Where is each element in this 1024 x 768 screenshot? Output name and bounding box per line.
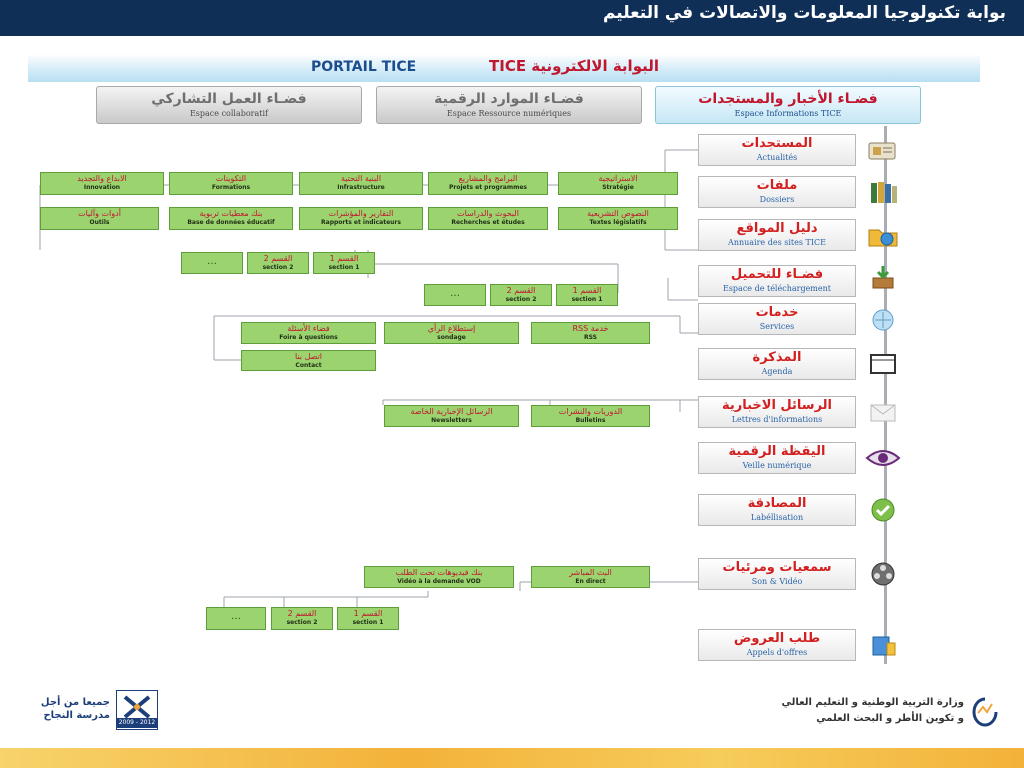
folders-icon[interactable] <box>863 178 903 206</box>
ministry-logo-icon <box>972 697 998 727</box>
box-en-direct[interactable] <box>531 566 650 588</box>
box-base-donnees-fr: Base de données éducatif <box>187 219 275 226</box>
menu-item-actualites-fr: Actualités <box>756 153 798 162</box>
box-projets-ar: البرامج والمشاريع <box>458 174 518 183</box>
space-informations-label-ar: فضـاء الأخبار والمستجدات <box>698 91 878 107</box>
menu-item-labellisation-fr: Labéllisation <box>750 513 804 522</box>
banner-title-ar: البوابة الالكترونية TICE <box>489 57 659 75</box>
box-bulletins[interactable] <box>531 405 650 427</box>
media-section-2-fr: section 2 <box>286 619 318 626</box>
menu-item-dossiers-ar: ملفات <box>756 178 798 193</box>
menu-item-agenda[interactable] <box>698 348 856 380</box>
space-collaboratif-label-fr: Espace collaboratif <box>189 109 269 118</box>
agenda-icon[interactable] <box>863 350 903 378</box>
footer-left-text <box>26 696 110 722</box>
download-section-more[interactable] <box>424 284 486 306</box>
box-innovation-ar: الابداع والتجديد <box>77 174 127 183</box>
menu-item-labellisation[interactable] <box>698 494 856 526</box>
box-rapports[interactable] <box>299 207 423 230</box>
menu-item-annuaire-ar: دليل المواقع <box>736 221 818 236</box>
download-section-1-ar: القسم 1 <box>572 286 602 295</box>
box-contact[interactable] <box>241 350 376 371</box>
box-strategie[interactable] <box>558 172 678 195</box>
footer-ministry-text <box>724 695 964 727</box>
download-section-1[interactable] <box>556 284 618 306</box>
box-newsletters[interactable] <box>384 405 519 427</box>
box-projets-fr: Projets et programmes <box>449 184 527 191</box>
menu-item-appels-offres-ar: طلب العروض <box>733 631 821 646</box>
download-icon[interactable] <box>863 263 903 291</box>
media-section-2-ar: القسم 2 <box>287 609 317 618</box>
box-strategie-ar: الاستراتيجية <box>598 174 638 183</box>
film-reel-icon[interactable] <box>863 560 903 588</box>
download-section-1-fr: section 1 <box>571 296 603 303</box>
menu-item-annuaire[interactable] <box>698 219 856 251</box>
menu-item-lettres-fr: Lettres d'informations <box>731 415 823 424</box>
section-1-fr: section 1 <box>328 264 360 271</box>
page-title: بوابة تكنولوجيا المعلومات والاتصالات في التعليم <box>602 3 1006 23</box>
newsletter-icon[interactable] <box>863 398 903 426</box>
box-base-donnees-ar: بنك معطيات تربوية <box>199 209 263 218</box>
box-contact-ar: اتصل بنا <box>294 352 323 361</box>
box-infrastructure-fr: Infrastructure <box>337 184 385 191</box>
media-section-more-dots: … <box>231 611 241 622</box>
box-formations[interactable] <box>169 172 293 195</box>
download-section-2[interactable] <box>490 284 552 306</box>
box-en-direct-ar: البث المباشر <box>569 568 612 577</box>
media-section-2[interactable] <box>271 607 333 630</box>
section-1[interactable] <box>313 252 375 274</box>
title-bar <box>0 0 1024 36</box>
box-rapports-fr: Rapports et indicateurs <box>321 219 401 226</box>
box-recherches-fr: Recherches et études <box>451 219 525 226</box>
box-infrastructure[interactable] <box>299 172 423 195</box>
box-textes[interactable] <box>558 207 678 230</box>
menu-item-actualites[interactable] <box>698 134 856 166</box>
box-infrastructure-ar: البنية التحتية <box>340 174 382 183</box>
space-informations-label-fr: Espace Informations TICE <box>734 109 842 118</box>
box-formations-fr: Formations <box>211 184 251 191</box>
menu-item-appels-offres-fr: Appels d'offres <box>746 648 808 657</box>
box-sondage[interactable] <box>384 322 519 344</box>
box-vod-fr: Vidéo à la demande VOD <box>397 578 481 585</box>
media-section-more[interactable] <box>206 607 266 630</box>
menu-item-annuaire-fr: Annuaire des sites TICE <box>728 238 826 247</box>
space-ressources-label-fr: Espace Ressource numériques <box>446 109 572 118</box>
check-icon[interactable] <box>863 496 903 524</box>
section-1-ar: القسم 1 <box>329 254 359 263</box>
section-2-fr: section 2 <box>262 264 294 271</box>
box-innovation-fr: Innovation <box>83 184 121 191</box>
menu-item-son-video-fr: Son & Vidéo <box>751 577 803 586</box>
download-section-2-fr: section 2 <box>505 296 537 303</box>
menu-item-dossiers-fr: Dossiers <box>759 195 795 204</box>
eye-icon[interactable] <box>863 444 903 472</box>
menu-item-lettres-ar: الرسائل الاخبارية <box>721 398 833 413</box>
footer-left-line2: مدرسة النجاح <box>43 710 110 721</box>
footer-ministry-line2: و تكوين الأطر و البحث العلمي <box>816 713 964 724</box>
box-formations-ar: التكوينات <box>215 174 247 183</box>
menu-item-appels-offres[interactable] <box>698 629 856 661</box>
menu-item-services[interactable] <box>698 303 856 335</box>
menu-item-telechargement[interactable] <box>698 265 856 297</box>
section-2[interactable] <box>247 252 309 274</box>
menu-item-services-fr: Services <box>759 322 795 331</box>
box-innovation[interactable] <box>40 172 164 195</box>
box-recherches-ar: البحوث والدراسات <box>457 209 519 218</box>
banner-title-fr: PORTAIL TICE <box>311 59 417 75</box>
space-collaboratif-label-ar: فضـاء العمل التشاركي <box>151 91 307 107</box>
menu-item-actualites-ar: المستجدات <box>741 136 813 151</box>
box-outils[interactable] <box>40 207 159 230</box>
space-ressources-label-ar: فضـاء الموارد الرقمية <box>434 91 584 107</box>
box-base-donnees[interactable] <box>169 207 293 230</box>
box-rapports-ar: التقارير والمؤشرات <box>328 209 394 218</box>
bottom-decorative-strip <box>0 748 1024 768</box>
download-section-2-ar: القسم 2 <box>506 286 536 295</box>
box-recherches[interactable] <box>428 207 548 230</box>
menu-item-agenda-ar: المذكرة <box>752 350 802 365</box>
portal-diagram <box>28 54 980 664</box>
footer-school-logo <box>26 690 166 734</box>
box-vod-ar: بنك فيديوهات تحت الطلب <box>395 568 483 577</box>
menu-item-son-video[interactable] <box>698 558 856 590</box>
menu-item-telechargement-ar: فضـاء للتحميل <box>730 267 824 282</box>
menu-item-veille-fr: Veille numérique <box>742 461 812 470</box>
box-bulletins-ar: الدوريات والنشرات <box>558 407 623 416</box>
services-icon[interactable] <box>863 306 903 334</box>
menu-item-lettres[interactable] <box>698 396 856 428</box>
box-contact-fr: Contact <box>295 362 322 369</box>
footer-left-line1: جميعا من أجل <box>40 697 110 708</box>
box-foire-questions-fr: Foire à questions <box>279 334 338 341</box>
menu-item-services-ar: خدمات <box>755 305 799 320</box>
box-foire-questions[interactable] <box>241 322 376 344</box>
box-outils-fr: Outils <box>89 219 110 226</box>
footer-years: 2009 - 2012 <box>116 718 158 728</box>
box-sondage-ar: إستطلاع الرأي <box>427 324 476 333</box>
box-en-direct-fr: En direct <box>575 578 606 585</box>
box-bulletins-fr: Bulletins <box>575 417 606 424</box>
box-projets[interactable] <box>428 172 548 195</box>
section-more[interactable] <box>181 252 243 274</box>
box-newsletters-ar: الرسائل الإخبارية الخاصة <box>410 407 493 416</box>
offers-icon[interactable] <box>863 631 903 659</box>
menu-item-veille[interactable] <box>698 442 856 474</box>
menu-item-telechargement-fr: Espace de téléchargement <box>722 284 831 293</box>
box-strategie-fr: Stratégie <box>602 184 634 191</box>
box-sondage-fr: sondage <box>437 334 466 341</box>
menu-item-dossiers[interactable] <box>698 176 856 208</box>
news-icon[interactable] <box>863 136 903 164</box>
footer-ministry-line1: وزارة التربية الوطنية و التعليم العالي <box>781 697 964 708</box>
box-rss-fr: RSS <box>584 334 597 341</box>
box-foire-questions-ar: فضاء الأسئلة <box>287 324 330 333</box>
menu-item-son-video-ar: سمعيات ومرئيات <box>722 560 832 575</box>
box-vod[interactable] <box>364 566 514 588</box>
sites-directory-icon[interactable] <box>863 221 903 249</box>
box-outils-ar: أدوات وآليات <box>78 209 121 218</box>
download-section-more-dots: … <box>450 288 460 299</box>
section-2-ar: القسم 2 <box>263 254 293 263</box>
menu-item-labellisation-ar: المصادقة <box>747 496 807 511</box>
media-section-1-ar: القسم 1 <box>353 609 383 618</box>
box-textes-fr: Textes législatifs <box>589 219 647 226</box>
media-section-1-fr: section 1 <box>352 619 384 626</box>
media-section-1[interactable] <box>337 607 399 630</box>
footer-ministry <box>740 693 998 733</box>
box-rss-ar: خدمة RSS <box>572 324 609 333</box>
section-more-dots: … <box>207 256 217 267</box>
box-rss[interactable] <box>531 322 650 344</box>
box-newsletters-fr: Newsletters <box>431 417 472 424</box>
menu-item-veille-ar: اليقظة الرقمية <box>728 444 826 459</box>
menu-item-agenda-fr: Agenda <box>761 367 793 376</box>
box-textes-ar: النصوص التشريعية <box>587 209 649 218</box>
